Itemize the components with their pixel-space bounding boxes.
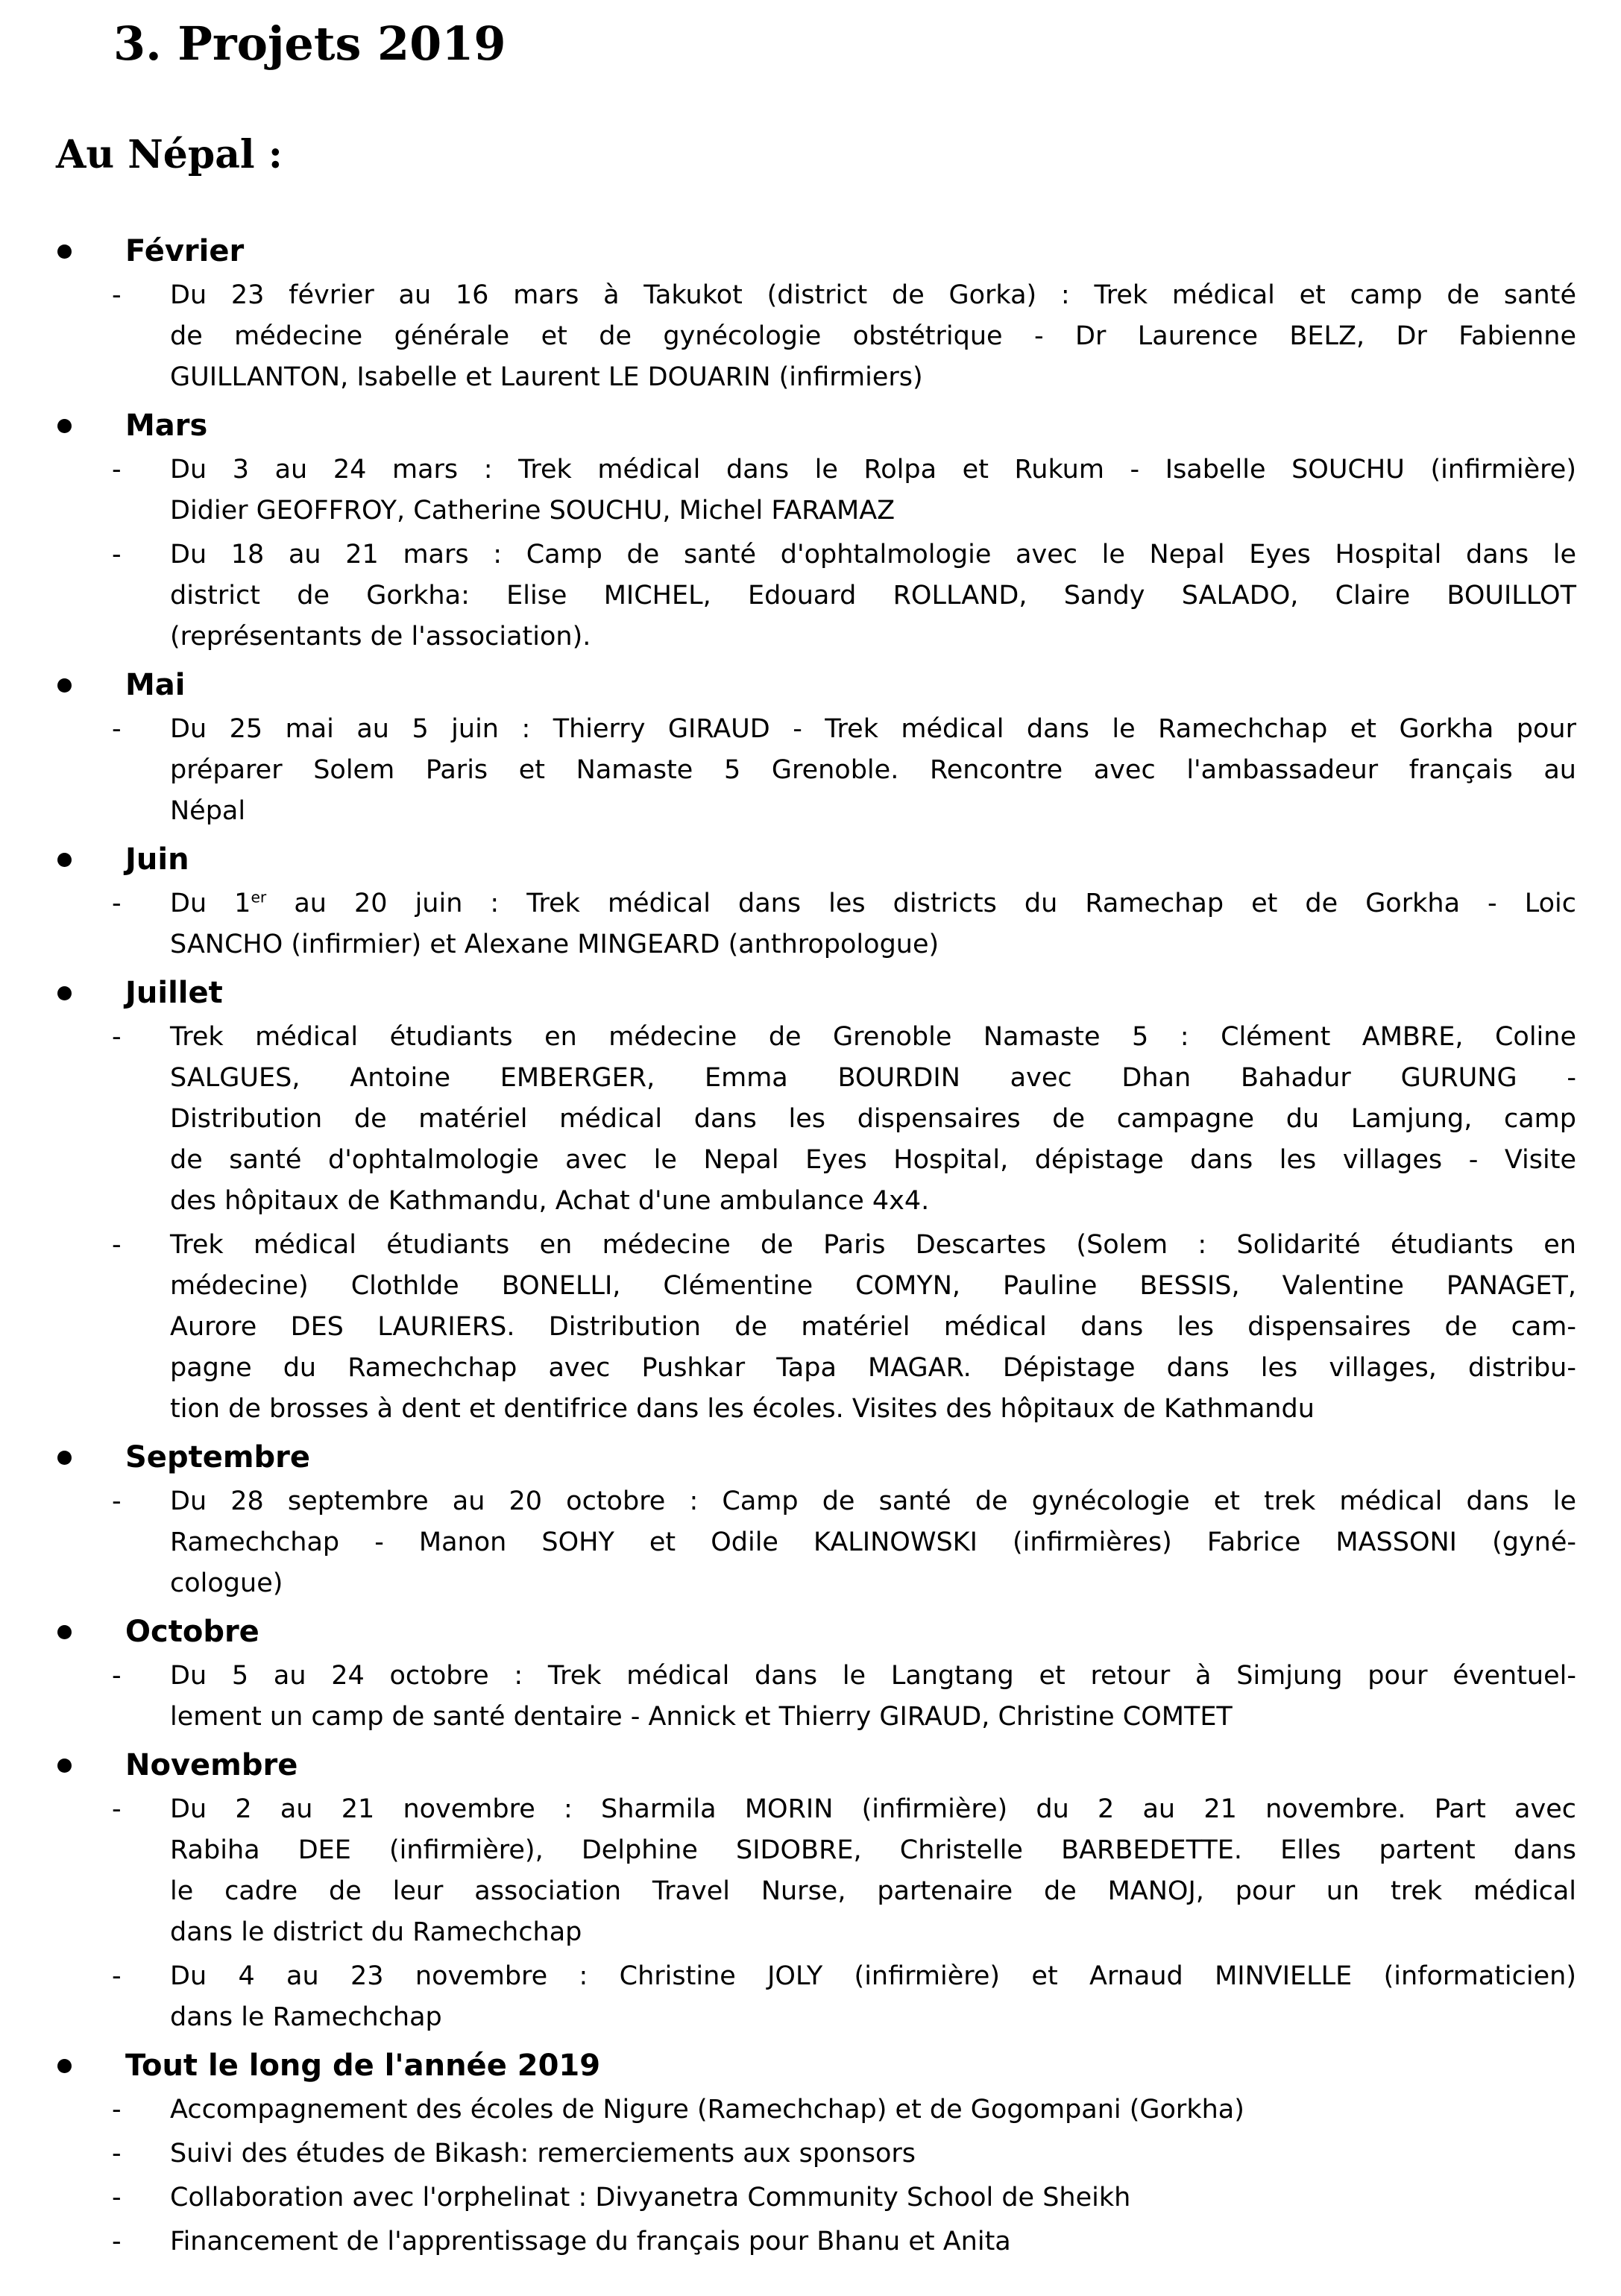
paragraph-line: Trek médical étudiants en médecine de Paris Descartes (Solem : Solidarité étudiants en [170, 1230, 1576, 1260]
list-item [0, 1789, 1621, 1953]
item-text [170, 450, 1576, 532]
item-text [170, 2221, 1576, 2262]
paragraph-line: Du 23 février au 16 mars à Takukot (district de Gorka) : Trek médical et camp de santé [170, 280, 1576, 310]
item-text [170, 2177, 1576, 2218]
item-text [170, 2090, 1576, 2131]
month-label: Juin [125, 842, 189, 877]
item-text [170, 1956, 1576, 2038]
dash-icon: - [112, 1230, 122, 1260]
month-header [0, 1612, 1621, 1653]
paragraph-line: Du 5 au 24 octobre : Trek médical dans le Langtang et retour à Simjung pour éventuel- [170, 1661, 1576, 1691]
month-label: Octobre [125, 1615, 259, 1649]
list-item [0, 1225, 1621, 1430]
bullet-icon [56, 1437, 125, 1478]
item-text [170, 275, 1576, 398]
bullet-icon [56, 2046, 125, 2087]
list-item [0, 883, 1621, 965]
item-text [170, 1656, 1576, 1738]
dash-icon: - [112, 455, 122, 485]
paragraph-line: Distribution de matériel médical dans les dispensaires de campagne du Lamjung, camp [170, 1104, 1576, 1134]
month-header [0, 973, 1621, 1014]
dash-icon: - [112, 2139, 122, 2169]
month-header [0, 406, 1621, 447]
list-item [0, 275, 1621, 398]
list-item [0, 2090, 1621, 2131]
month-section [0, 665, 1621, 832]
paragraph-line: le cadre de leur association Travel Nurse, partenaire de MANOJ, pour un trek médical [170, 1876, 1576, 1906]
paragraph-line: lement un camp de santé dentaire - Annick et Thierry GIRAUD, Christine COMTET [170, 1702, 1233, 1732]
month-label: Mai [125, 668, 186, 702]
month-header [0, 665, 1621, 706]
item-text [170, 883, 1576, 965]
month-label: Septembre [125, 1440, 310, 1475]
paragraph-line: Népal [170, 796, 246, 826]
month-section [0, 2046, 1621, 2262]
dash-icon: - [112, 714, 122, 744]
paragraph-line: Du 4 au 23 novembre : Christine JOLY (infirmière) et Arnaud MINVIELLE (informaticien) [170, 1961, 1576, 1991]
document-page [0, 18, 1621, 2296]
month-label: Février [125, 234, 245, 268]
month-section [0, 406, 1621, 657]
dash-icon: - [112, 1022, 122, 1052]
section-subtitle: Au Népal : [56, 132, 283, 177]
paragraph-line: préparer Solem Paris et Namaste 5 Grenoble. Rencontre avec l'ambassadeur français au [170, 755, 1576, 785]
dash-icon: - [112, 2227, 122, 2256]
list-item [0, 2133, 1621, 2174]
dash-icon: - [112, 2095, 122, 2125]
month-section [0, 1612, 1621, 1738]
dash-icon: - [112, 280, 122, 310]
month-section [0, 1745, 1621, 2038]
paragraph-line: Aurore DES LAURIERS. Distribution de matériel médical dans les dispensaires de cam- [170, 1312, 1576, 1342]
dash-icon: - [112, 889, 122, 918]
bullet-icon [56, 406, 125, 447]
paragraph-line: de santé d'ophtalmologie avec le Nepal Eyes Hospital, dépistage dans les villages - Visite [170, 1145, 1576, 1175]
list-item [0, 1481, 1621, 1604]
bullet-icon [56, 839, 125, 880]
item-text [170, 709, 1576, 832]
paragraph-line: médecine) Clothlde BONELLI, Clémentine COMYN, Pauline BESSIS, Valentine PANAGET, [170, 1271, 1576, 1301]
paragraph-line: Du 1er au 20 juin : Trek médical dans les districts du Ramechap et de Gorkha - Loic [170, 888, 1576, 918]
paragraph-line: cologue) [170, 1568, 283, 1598]
paragraph-line: Accompagnement des écoles de Nigure (Ramechchap) et de Gogompani (Gorkha) [170, 2095, 1244, 2125]
paragraph-line: dans le Ramechchap [170, 2002, 442, 2032]
item-text [170, 1789, 1576, 1953]
paragraph-line: tion de brosses à dent et dentifrice dans les écoles. Visites des hôpitaux de Kathmandu [170, 1394, 1315, 1424]
paragraph-line: Du 25 mai au 5 juin : Thierry GIRAUD - Trek médical dans le Ramechchap et Gorkha pour [170, 714, 1576, 744]
paragraph-line: SANCHO (infirmier) et Alexane MINGEARD (anthropologue) [170, 930, 939, 959]
paragraph-line: Didier GEOFFROY, Catherine SOUCHU, Michel FARAMAZ [170, 496, 896, 526]
paragraph-line: Trek médical étudiants en médecine de Grenoble Namaste 5 : Clément AMBRE, Coline [170, 1022, 1576, 1052]
projects-list [0, 231, 1621, 2262]
month-label: Novembre [125, 1748, 298, 1782]
month-section [0, 1437, 1621, 1604]
paragraph-line: district de Gorkha: Elise MICHEL, Edouard ROLLAND, Sandy SALADO, Claire BOUILLOT [170, 581, 1576, 611]
month-header [0, 839, 1621, 880]
month-section [0, 839, 1621, 965]
list-item [0, 1956, 1621, 2038]
item-text [170, 1017, 1576, 1222]
dash-icon: - [112, 1961, 122, 1991]
bullet-icon [56, 1745, 125, 1786]
paragraph-line: dans le district du Ramechchap [170, 1917, 582, 1947]
month-section [0, 231, 1621, 398]
list-item [0, 450, 1621, 532]
bullet-icon [56, 231, 125, 272]
dash-icon: - [112, 2183, 122, 2213]
paragraph-line: pagne du Ramechchap avec Pushkar Tapa MAGAR. Dépistage dans les villages, distribu- [170, 1353, 1576, 1383]
month-header [0, 231, 1621, 272]
list-item [0, 2177, 1621, 2218]
bullet-icon [56, 973, 125, 1014]
month-section [0, 973, 1621, 1430]
paragraph-line: Du 28 septembre au 20 octobre : Camp de santé de gynécologie et trek médical dans le [170, 1486, 1576, 1516]
list-item [0, 709, 1621, 832]
month-header [0, 1437, 1621, 1478]
month-header [0, 1745, 1621, 1786]
paragraph-line: Collaboration avec l'orphelinat : Divyanetra Community School de Sheikh [170, 2183, 1131, 2213]
dash-icon: - [112, 1794, 122, 1824]
paragraph-line: Du 2 au 21 novembre : Sharmila MORIN (infirmière) du 2 au 21 novembre. Part avec [170, 1794, 1576, 1824]
dash-icon: - [112, 1486, 122, 1516]
paragraph-line: SALGUES, Antoine EMBERGER, Emma BOURDIN avec Dhan Bahadur GURUNG - [170, 1063, 1576, 1093]
paragraph-line: Du 18 au 21 mars : Camp de santé d'ophtalmologie avec le Nepal Eyes Hospital dans le [170, 540, 1576, 570]
bullet-icon [56, 665, 125, 706]
paragraph-line: GUILLANTON, Isabelle et Laurent LE DOUARIN (infirmiers) [170, 362, 923, 392]
paragraph-line: Ramechchap - Manon SOHY et Odile KALINOWSKI (infirmières) Fabrice MASSONI (gyné- [170, 1527, 1576, 1557]
month-label: Juillet [125, 976, 223, 1010]
list-item [0, 1656, 1621, 1738]
paragraph-line: des hôpitaux de Kathmandu, Achat d'une ambulance 4x4. [170, 1186, 930, 1216]
list-item [0, 1017, 1621, 1222]
paragraph-line: Suivi des études de Bikash: remerciements aux sponsors [170, 2139, 916, 2169]
paragraph-line: Rabiha DEE (infirmière), Delphine SIDOBRE, Christelle BARBEDETTE. Elles partent dans [170, 1835, 1576, 1865]
item-text [170, 1481, 1576, 1604]
dash-icon: - [112, 540, 122, 570]
item-text [170, 534, 1576, 657]
paragraph-line: de médecine générale et de gynécologie obstétrique - Dr Laurence BELZ, Dr Fabienne [170, 321, 1576, 351]
list-item [0, 534, 1621, 657]
item-text [170, 2133, 1576, 2174]
list-item [0, 2221, 1621, 2262]
dash-icon: - [112, 1661, 122, 1691]
month-header [0, 2046, 1621, 2087]
paragraph-line: (représentants de l'association). [170, 622, 591, 652]
paragraph-line: Du 3 au 24 mars : Trek médical dans le Rolpa et Rukum - Isabelle SOUCHU (infirmière) [170, 455, 1576, 485]
item-text [170, 1225, 1576, 1430]
month-label: Mars [125, 409, 208, 443]
bullet-icon [56, 1612, 125, 1653]
month-label: Tout le long de l'année 2019 [125, 2049, 601, 2083]
paragraph-line: Financement de l'apprentissage du français pour Bhanu et Anita [170, 2227, 1011, 2256]
page-title: 3. Projets 2019 [113, 16, 506, 71]
